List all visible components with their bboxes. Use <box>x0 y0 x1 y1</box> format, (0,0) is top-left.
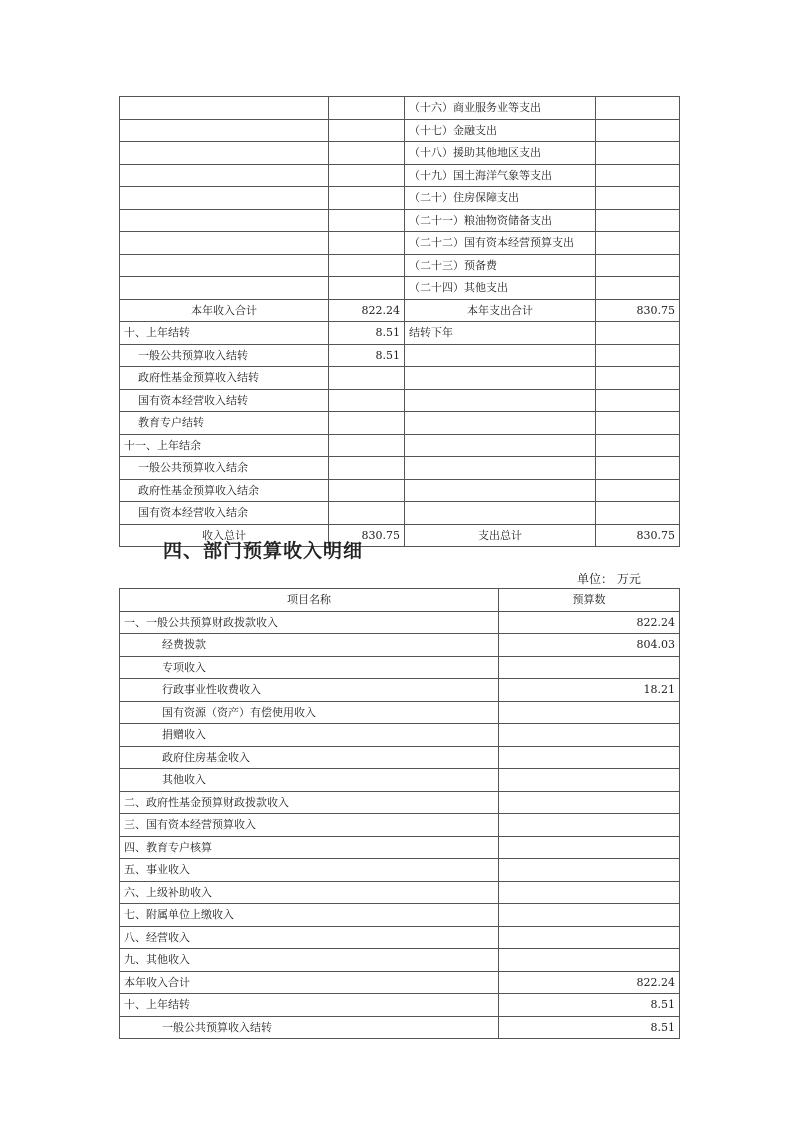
row-label: 本年收入合计 <box>120 971 499 994</box>
table-row <box>120 1016 680 1039</box>
table-row <box>120 724 680 747</box>
expense-item: （二十二）国有资本经营预算支出 <box>405 232 596 255</box>
expense-item: （十七）金融支出 <box>405 119 596 142</box>
carry-right-label: 结转下年 <box>405 322 596 345</box>
row-value: 804.03 <box>499 634 680 657</box>
expense-item: （二十）住房保障支出 <box>405 187 596 210</box>
table-row <box>120 389 680 412</box>
table-row <box>120 656 680 679</box>
carry-value: 8.51 <box>329 344 405 367</box>
expense-item: （十九）国土海洋气象等支出 <box>405 164 596 187</box>
row-label: 一、一般公共预算财政拨款收入 <box>120 611 499 634</box>
unit-label: 单位： 万元 <box>577 572 641 586</box>
table-row <box>120 769 680 792</box>
carry-label: 政府性基金预算收入结余 <box>120 479 329 502</box>
header-row <box>120 589 680 612</box>
row-value: 18.21 <box>499 679 680 702</box>
table-row <box>120 791 680 814</box>
carry-label: 国有资本经营收入结转 <box>120 389 329 412</box>
table-row <box>120 746 680 769</box>
table-row <box>120 971 680 994</box>
expense-item: （十八）援助其他地区支出 <box>405 142 596 165</box>
table-row <box>120 187 680 210</box>
carry-label: 教育专户结转 <box>120 412 329 435</box>
totals-row <box>120 299 680 322</box>
carry-value: 8.51 <box>329 322 405 345</box>
table-row <box>120 904 680 927</box>
row-value <box>499 904 680 927</box>
row-label: 政府住房基金收入 <box>120 746 499 769</box>
expense-total-value: 830.75 <box>596 299 680 322</box>
carry-label: 一般公共预算收入结余 <box>120 457 329 480</box>
row-label: 二、政府性基金预算财政拨款收入 <box>120 791 499 814</box>
row-label: 经费拨款 <box>120 634 499 657</box>
carry-label: 政府性基金预算收入结转 <box>120 367 329 390</box>
table-row <box>120 434 680 457</box>
table-row <box>120 836 680 859</box>
table-row <box>120 322 680 345</box>
expense-grand-total-label: 支出总计 <box>405 524 596 547</box>
row-value <box>499 859 680 882</box>
expense-total-label: 本年支出合计 <box>405 299 596 322</box>
income-grand-total-label: 收入总计 <box>120 524 329 547</box>
row-value <box>499 881 680 904</box>
table-row <box>120 119 680 142</box>
row-value <box>499 926 680 949</box>
carry-label: 十一、上年结余 <box>120 434 329 457</box>
table-row <box>120 164 680 187</box>
carry-label: 国有资本经营收入结余 <box>120 502 329 525</box>
table-row <box>120 209 680 232</box>
table-row <box>120 344 680 367</box>
row-value <box>499 791 680 814</box>
table-row <box>120 479 680 502</box>
row-label: 七、附属单位上缴收入 <box>120 904 499 927</box>
table-row <box>120 679 680 702</box>
row-label: 行政事业性收费收入 <box>120 679 499 702</box>
row-label: 四、教育专户核算 <box>120 836 499 859</box>
table-row <box>120 97 680 120</box>
row-value: 8.51 <box>499 1016 680 1039</box>
row-value <box>499 949 680 972</box>
column-header-amount: 预算数 <box>499 589 680 612</box>
row-label: 八、经营收入 <box>120 926 499 949</box>
column-header-name: 项目名称 <box>120 589 499 612</box>
row-label: 其他收入 <box>120 769 499 792</box>
expense-item: （二十四）其他支出 <box>405 277 596 300</box>
table-row <box>120 142 680 165</box>
row-value <box>499 836 680 859</box>
expense-item: （二十一）粮油物资储备支出 <box>405 209 596 232</box>
carry-label: 一般公共预算收入结转 <box>120 344 329 367</box>
expense-grand-total-value: 830.75 <box>596 524 680 547</box>
row-value: 822.24 <box>499 971 680 994</box>
table-row <box>120 634 680 657</box>
expense-item: （十六）商业服务业等支出 <box>405 97 596 120</box>
table-row <box>120 277 680 300</box>
row-value <box>499 746 680 769</box>
row-label: 捐赠收入 <box>120 724 499 747</box>
table-row <box>120 701 680 724</box>
income-detail-table <box>119 588 680 1039</box>
budget-summary-table <box>119 96 680 547</box>
expense-item: （二十三）预备费 <box>405 254 596 277</box>
table-row <box>120 814 680 837</box>
row-value: 822.24 <box>499 611 680 634</box>
row-label: 六、上级补助收入 <box>120 881 499 904</box>
table-row <box>120 254 680 277</box>
table-row <box>120 232 680 255</box>
row-value <box>499 769 680 792</box>
row-value <box>499 656 680 679</box>
row-value <box>499 701 680 724</box>
row-label: 十、上年结转 <box>120 994 499 1017</box>
row-label: 一般公共预算收入结转 <box>120 1016 499 1039</box>
table-row <box>120 457 680 480</box>
table-row <box>120 502 680 525</box>
row-value <box>499 814 680 837</box>
row-label: 国有资源（资产）有偿使用收入 <box>120 701 499 724</box>
row-label: 九、其他收入 <box>120 949 499 972</box>
row-label: 专项收入 <box>120 656 499 679</box>
income-total-label: 本年收入合计 <box>120 299 329 322</box>
table-row <box>120 367 680 390</box>
table-row <box>120 949 680 972</box>
table-row <box>120 611 680 634</box>
row-label: 五、事业收入 <box>120 859 499 882</box>
table-row <box>120 994 680 1017</box>
carry-label: 十、上年结转 <box>120 322 329 345</box>
table-row <box>120 412 680 435</box>
table-row <box>120 859 680 882</box>
row-value: 8.51 <box>499 994 680 1017</box>
table-row <box>120 926 680 949</box>
section-title: 四、部门预算收入明细 <box>163 540 364 562</box>
income-grand-total-value: 830.75 <box>329 524 405 547</box>
table-row <box>120 881 680 904</box>
income-total-value: 822.24 <box>329 299 405 322</box>
row-value <box>499 724 680 747</box>
row-label: 三、国有资本经营预算收入 <box>120 814 499 837</box>
